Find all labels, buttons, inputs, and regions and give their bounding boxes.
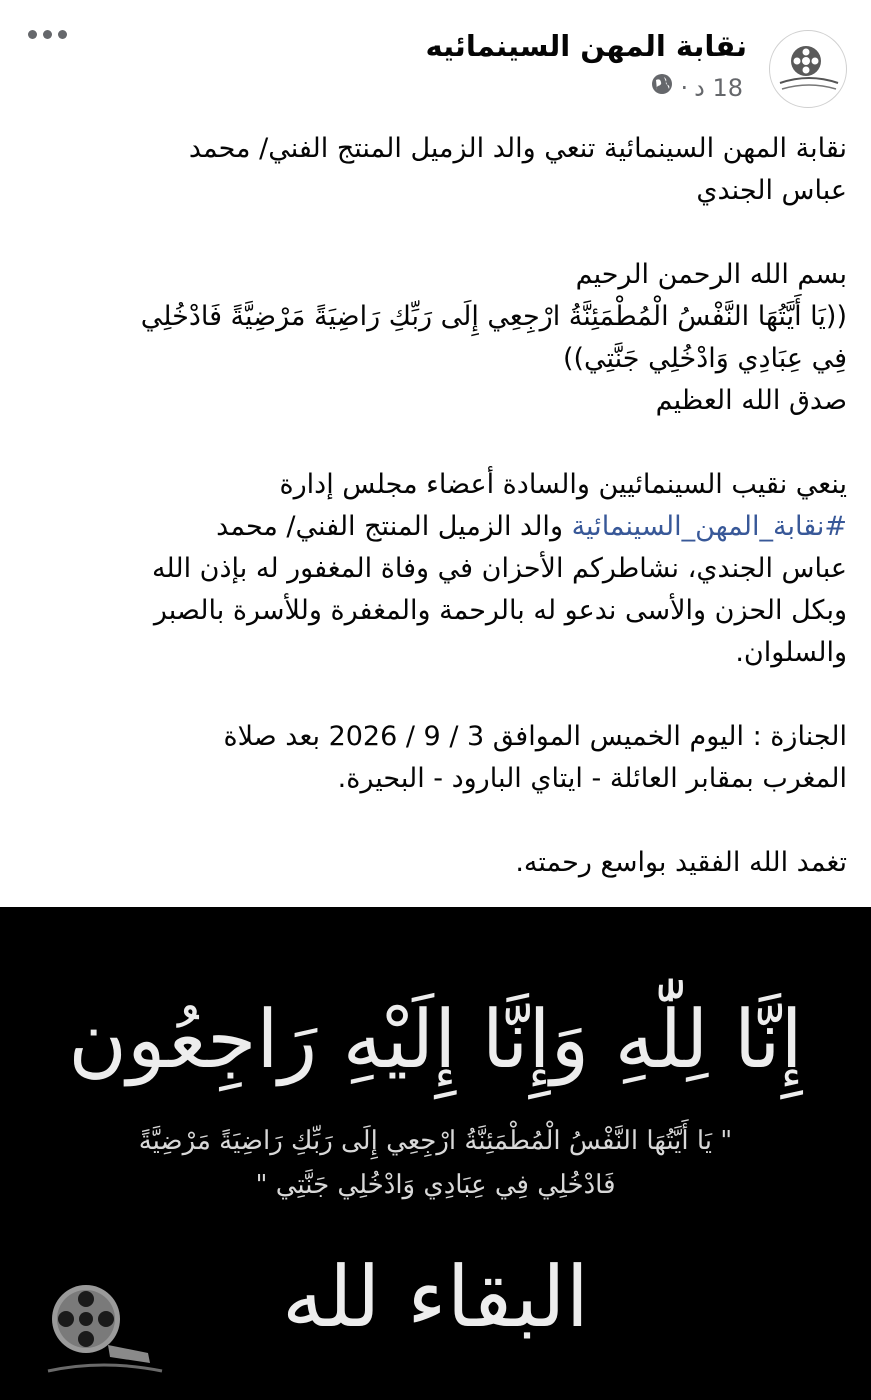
post-title bbox=[24, 128, 847, 212]
post-text bbox=[24, 128, 847, 884]
condolence-line: والد الزميل المنتج الفني/ محمد bbox=[216, 511, 572, 542]
verse-block bbox=[24, 254, 847, 422]
closing-line: تغمد الله الفقيد بواسع رحمته. bbox=[515, 847, 847, 878]
title-line: عباس الجندي bbox=[696, 175, 847, 206]
image-title: إِنَّا لِلّٰهِ وَإِنَّا إِلَيْهِ رَاجِعُون bbox=[68, 993, 803, 1086]
image-verse-line: " يَا أَيَّتُهَا النَّفْسُ الْمُطْمَئِنَّةُ ارْجِعِي إِلَى رَبِّكِ رَاضِيَةً مَرْضِيَّةً bbox=[138, 1126, 733, 1156]
post-header bbox=[0, 0, 871, 120]
funeral-paragraph bbox=[24, 716, 847, 800]
film-reel-logo-icon bbox=[770, 31, 847, 108]
funeral-line: المغرب بمقابر العائلة - ايتاي البارود - البحيرة. bbox=[337, 763, 847, 794]
hashtag-link[interactable]: #نقابة_المهن_السينمائية bbox=[571, 511, 847, 542]
verse-line: ((يَا أَيَّتُهَا النَّفْسُ الْمُطْمَئِنَّةُ ارْجِعِي إِلَى رَبِّكِ رَاضِيَةً مَرْضِيَّةً فَادْخُلِي bbox=[140, 301, 847, 332]
page-name[interactable]: نقابة المهن السينمائيه bbox=[425, 29, 747, 63]
meta-separator: · bbox=[680, 74, 689, 102]
condolence-line: والسلوان. bbox=[735, 637, 847, 668]
condolence-line: وبكل الحزن والأسى ندعو له بالرحمة والمغفرة وللأسرة بالصبر bbox=[153, 595, 847, 626]
more-dots-icon bbox=[58, 30, 67, 39]
more-dots-icon bbox=[28, 30, 37, 39]
title-line: نقابة المهن السينمائية تنعي والد الزميل المنتج الفني/ محمد bbox=[188, 133, 847, 164]
basmala: بسم الله الرحمن الرحيم bbox=[575, 259, 847, 290]
film-reel-logo-icon bbox=[38, 1267, 168, 1387]
condolence-line: عباس الجندي، نشاطركم الأحزان في وفاة المغفور له بإذن الله bbox=[151, 553, 847, 584]
image-verse bbox=[0, 1119, 871, 1207]
image-verse-line: فَادْخُلِي فِي عِبَادِي وَادْخُلِي جَنَّتِي " bbox=[255, 1170, 616, 1200]
globe-icon[interactable] bbox=[650, 70, 674, 106]
funeral-line: الجنازة : اليوم الخميس الموافق 3 / 9 / 2026 بعد صلاة bbox=[223, 721, 847, 752]
more-options-button[interactable] bbox=[28, 30, 67, 39]
condolence-paragraph bbox=[24, 464, 847, 674]
verse-line: فِي عِبَادِي وَادْخُلِي جَنَّتِي)) bbox=[562, 343, 847, 374]
image-baqa-text: البقاء لله bbox=[281, 1248, 589, 1346]
post-image[interactable] bbox=[0, 907, 871, 1400]
more-dots-icon bbox=[43, 30, 52, 39]
post-meta bbox=[650, 70, 743, 106]
page-avatar[interactable] bbox=[769, 30, 847, 108]
sadaq-line: صدق الله العظيم bbox=[655, 385, 847, 416]
post-time[interactable]: 18 د bbox=[694, 74, 743, 102]
condolence-line: ينعي نقيب السينمائيين والسادة أعضاء مجلس إدارة bbox=[279, 469, 847, 500]
